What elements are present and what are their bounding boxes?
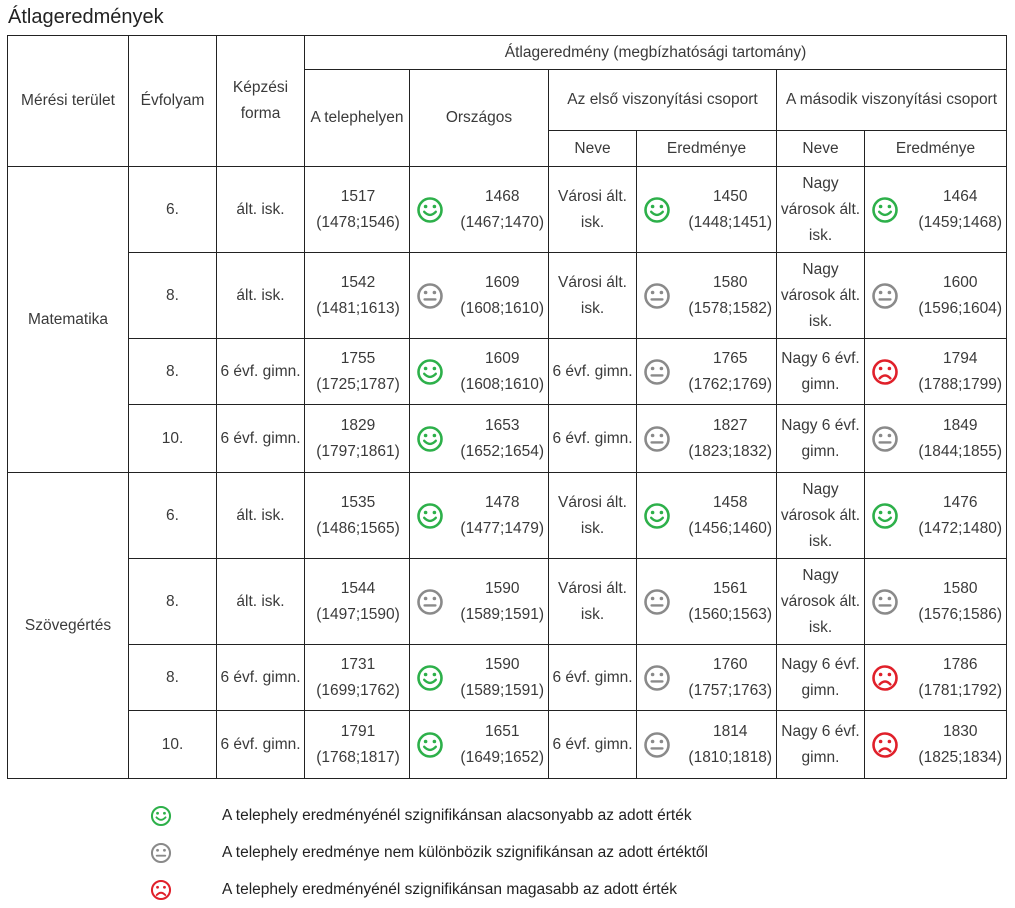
header-national: Országos	[410, 70, 549, 167]
confidence-interval: (1486;1565)	[316, 519, 400, 537]
ref2-result-cell	[865, 405, 1007, 473]
national-result-cell-value	[460, 270, 544, 322]
smiley-neutral-icon	[643, 425, 671, 453]
confidence-interval: (1578;1582)	[688, 299, 772, 317]
smiley-happy-icon	[416, 502, 444, 530]
ref2-result-cell-value	[918, 270, 1002, 322]
ref1-name-cell: 6 évf. gimn.	[549, 405, 637, 473]
ref1-result-cell	[637, 711, 777, 779]
mean-value: 1544	[340, 579, 376, 597]
grade-cell: 6.	[129, 167, 217, 253]
site-result-cell	[305, 711, 410, 779]
ref2-result-cell-value	[918, 490, 1002, 542]
confidence-interval: (1725;1787)	[316, 375, 400, 393]
mean-value: 1791	[340, 722, 376, 740]
ref2-result-cell	[865, 253, 1007, 339]
header-ref1-name: Neve	[549, 131, 637, 167]
smiley-neutral-icon	[643, 282, 671, 310]
ref1-result-cell-value	[688, 413, 772, 465]
ref2-result-cell-value	[918, 576, 1002, 628]
area-cell: Szövegértés	[8, 473, 129, 779]
mean-value: 1580	[942, 579, 978, 597]
form-cell: 6 évf. gimn.	[217, 711, 305, 779]
form-cell: ált. isk.	[217, 559, 305, 645]
mean-value: 1468	[484, 187, 520, 205]
ref1-result-cell	[637, 473, 777, 559]
ref1-name-cell: 6 évf. gimn.	[549, 645, 637, 711]
page-title: Átlageredmények	[8, 6, 164, 28]
site-result-cell	[305, 339, 410, 405]
national-result-cell	[410, 339, 549, 405]
smiley-neutral-icon	[643, 588, 671, 616]
site-result-cell-value	[311, 413, 405, 465]
mean-value: 1794	[942, 349, 978, 367]
ref1-result-cell-value	[688, 346, 772, 398]
ref2-name-cell: Nagy 6 évf. gimn.	[777, 645, 865, 711]
smiley-sad-icon	[871, 664, 899, 692]
legend-item	[150, 871, 708, 908]
national-result-cell-value	[460, 346, 544, 398]
site-result-cell-value	[311, 184, 405, 236]
ref1-result-cell-value	[688, 652, 772, 704]
site-result-cell	[305, 253, 410, 339]
ref1-name-cell: 6 évf. gimn.	[549, 339, 637, 405]
ref2-result-cell	[865, 167, 1007, 253]
ref1-result-cell-value	[688, 719, 772, 771]
results-table	[7, 35, 1007, 779]
table-row	[8, 167, 1007, 253]
ref1-name-cell: Városi ált. isk.	[549, 473, 637, 559]
ref2-result-cell-value	[918, 413, 1002, 465]
mean-value: 1653	[484, 416, 520, 434]
grade-cell: 6.	[129, 473, 217, 559]
national-result-cell	[410, 405, 549, 473]
mean-value: 1561	[712, 579, 748, 597]
confidence-interval: (1456;1460)	[688, 519, 772, 537]
grade-cell: 8.	[129, 339, 217, 405]
national-result-cell-value	[460, 184, 544, 236]
ref2-result-cell-value	[918, 719, 1002, 771]
national-result-cell	[410, 711, 549, 779]
confidence-interval: (1797;1861)	[316, 442, 400, 460]
ref1-name-cell: Városi ált. isk.	[549, 253, 637, 339]
national-result-cell	[410, 167, 549, 253]
mean-value: 1609	[484, 273, 520, 291]
legend-text: A telephely eredményénél szignifikánsan magasabb az adott érték	[222, 880, 677, 898]
confidence-interval: (1497;1590)	[316, 605, 400, 623]
confidence-interval: (1589;1591)	[460, 605, 544, 623]
grade-cell: 8.	[129, 253, 217, 339]
mean-value: 1450	[712, 187, 748, 205]
smiley-happy-icon	[643, 502, 671, 530]
ref1-result-cell	[637, 339, 777, 405]
mean-value: 1609	[484, 349, 520, 367]
national-result-cell	[410, 559, 549, 645]
confidence-interval: (1560;1563)	[688, 605, 772, 623]
confidence-interval: (1481;1613)	[316, 299, 400, 317]
smiley-neutral-icon	[643, 358, 671, 386]
table-row	[8, 473, 1007, 559]
ref1-result-cell	[637, 167, 777, 253]
mean-value: 1476	[942, 493, 978, 511]
grade-cell: 8.	[129, 645, 217, 711]
national-result-cell	[410, 645, 549, 711]
mean-value: 1535	[340, 493, 376, 511]
header-ref2-result: Eredménye	[865, 131, 1007, 167]
header-ref2-name: Neve	[777, 131, 865, 167]
mean-value: 1827	[712, 416, 748, 434]
confidence-interval: (1757;1763)	[688, 681, 772, 699]
ref1-name-cell: Városi ált. isk.	[549, 559, 637, 645]
confidence-interval: (1844;1855)	[918, 442, 1003, 460]
mean-value: 1731	[340, 655, 376, 673]
mean-value: 1814	[712, 722, 748, 740]
legend-text: A telephely eredménye nem különbözik szignifikánsan az adott értéktől	[222, 843, 708, 861]
header-ref1: Az első viszonyítási csoport	[549, 70, 777, 131]
site-result-cell-value	[311, 346, 405, 398]
ref1-result-cell-value	[688, 270, 772, 322]
mean-value: 1517	[340, 187, 376, 205]
smiley-happy-icon	[871, 502, 899, 530]
confidence-interval: (1823;1832)	[688, 442, 772, 460]
table-row	[8, 339, 1007, 405]
confidence-interval: (1477;1479)	[460, 519, 544, 537]
national-result-cell-value	[460, 413, 544, 465]
confidence-interval: (1781;1792)	[918, 681, 1003, 699]
national-result-cell-value	[460, 652, 544, 704]
mean-value: 1600	[942, 273, 978, 291]
table-header	[8, 36, 1007, 167]
smiley-happy-icon	[416, 358, 444, 386]
table-row	[8, 711, 1007, 779]
ref2-name-cell: Nagy 6 évf. gimn.	[777, 339, 865, 405]
header-form: Képzési forma	[217, 36, 305, 167]
national-result-cell	[410, 253, 549, 339]
site-result-cell	[305, 645, 410, 711]
smiley-neutral-icon	[871, 588, 899, 616]
site-result-cell-value	[311, 576, 405, 628]
confidence-interval: (1448;1451)	[688, 213, 772, 231]
ref2-result-cell-value	[918, 346, 1002, 398]
grade-cell: 8.	[129, 559, 217, 645]
smiley-happy-icon	[416, 664, 444, 692]
mean-value: 1590	[484, 655, 520, 673]
site-result-cell	[305, 167, 410, 253]
form-cell: ált. isk.	[217, 253, 305, 339]
smiley-sad-icon	[871, 731, 899, 759]
smiley-sad-icon	[871, 358, 899, 386]
mean-value: 1542	[340, 273, 376, 291]
mean-value: 1478	[484, 493, 520, 511]
mean-value: 1849	[942, 416, 978, 434]
mean-value: 1765	[712, 349, 748, 367]
header-ref1-result: Eredménye	[637, 131, 777, 167]
table-body	[8, 167, 1007, 779]
legend-text: A telephely eredményénél szignifikánsan alacsonyabb az adott érték	[222, 806, 692, 824]
mean-value: 1829	[340, 416, 376, 434]
ref1-result-cell	[637, 405, 777, 473]
ref1-result-cell	[637, 559, 777, 645]
national-result-cell	[410, 473, 549, 559]
site-result-cell	[305, 473, 410, 559]
ref1-name-cell: Városi ált. isk.	[549, 167, 637, 253]
smiley-happy-icon	[643, 196, 671, 224]
confidence-interval: (1768;1817)	[316, 748, 400, 766]
ref2-result-cell-value	[918, 184, 1002, 236]
grade-cell: 10.	[129, 711, 217, 779]
legend	[150, 797, 708, 908]
ref2-result-cell	[865, 711, 1007, 779]
smiley-neutral-icon	[416, 282, 444, 310]
form-cell: 6 évf. gimn.	[217, 645, 305, 711]
confidence-interval: (1596;1604)	[918, 299, 1003, 317]
table-row	[8, 645, 1007, 711]
mean-value: 1786	[942, 655, 978, 673]
site-result-cell-value	[311, 270, 405, 322]
ref2-result-cell	[865, 645, 1007, 711]
header-area: Mérési terület	[8, 36, 129, 167]
ref2-result-cell-value	[918, 652, 1002, 704]
form-cell: ált. isk.	[217, 167, 305, 253]
smiley-neutral-icon	[643, 664, 671, 692]
mean-value: 1760	[712, 655, 748, 673]
ref2-result-cell	[865, 559, 1007, 645]
confidence-interval: (1762;1769)	[688, 375, 772, 393]
confidence-interval: (1788;1799)	[918, 375, 1003, 393]
table-row	[8, 559, 1007, 645]
mean-value: 1755	[340, 349, 376, 367]
ref2-name-cell: Nagy városok ált. isk.	[777, 253, 865, 339]
site-result-cell-value	[311, 652, 405, 704]
smiley-neutral-icon	[871, 425, 899, 453]
ref2-name-cell: Nagy 6 évf. gimn.	[777, 405, 865, 473]
ref1-result-cell	[637, 645, 777, 711]
form-cell: 6 évf. gimn.	[217, 405, 305, 473]
ref1-result-cell-value	[688, 184, 772, 236]
smiley-happy-icon	[871, 196, 899, 224]
confidence-interval: (1649;1652)	[460, 748, 544, 766]
smiley-neutral-icon	[871, 282, 899, 310]
ref1-result-cell-value	[688, 490, 772, 542]
area-cell: Matematika	[8, 167, 129, 473]
smiley-neutral-icon	[416, 588, 444, 616]
site-result-cell-value	[311, 719, 405, 771]
table-row	[8, 405, 1007, 473]
ref1-name-cell: 6 évf. gimn.	[549, 711, 637, 779]
confidence-interval: (1652;1654)	[460, 442, 544, 460]
mean-value: 1458	[712, 493, 748, 511]
legend-item	[150, 834, 708, 871]
table-row	[8, 253, 1007, 339]
header-ref2: A második viszonyítási csoport	[777, 70, 1007, 131]
smiley-happy-icon	[416, 731, 444, 759]
confidence-interval: (1825;1834)	[918, 748, 1003, 766]
form-cell: ált. isk.	[217, 473, 305, 559]
ref2-name-cell: Nagy 6 évf. gimn.	[777, 711, 865, 779]
grade-cell: 10.	[129, 405, 217, 473]
confidence-interval: (1478;1546)	[316, 213, 400, 231]
legend-item	[150, 797, 708, 834]
confidence-interval: (1576;1586)	[918, 605, 1003, 623]
confidence-interval: (1699;1762)	[316, 681, 400, 699]
header-site: A telephelyen	[305, 70, 410, 167]
smiley-neutral-icon	[643, 731, 671, 759]
mean-value: 1830	[942, 722, 978, 740]
site-result-cell-value	[311, 490, 405, 542]
smiley-happy-icon	[416, 425, 444, 453]
ref1-result-cell-value	[688, 576, 772, 628]
smiley-sad-icon	[150, 879, 172, 901]
ref2-name-cell: Nagy városok ált. isk.	[777, 167, 865, 253]
confidence-interval: (1467;1470)	[460, 213, 544, 231]
form-cell: 6 évf. gimn.	[217, 339, 305, 405]
header-avg: Átlageredmény (megbízhatósági tartomány)	[305, 36, 1007, 70]
ref2-result-cell	[865, 473, 1007, 559]
mean-value: 1590	[484, 579, 520, 597]
site-result-cell	[305, 405, 410, 473]
national-result-cell-value	[460, 719, 544, 771]
mean-value: 1464	[942, 187, 978, 205]
ref2-name-cell: Nagy városok ált. isk.	[777, 559, 865, 645]
site-result-cell	[305, 559, 410, 645]
confidence-interval: (1589;1591)	[460, 681, 544, 699]
smiley-neutral-icon	[150, 842, 172, 864]
confidence-interval: (1608;1610)	[460, 375, 544, 393]
confidence-interval: (1608;1610)	[460, 299, 544, 317]
confidence-interval: (1459;1468)	[918, 213, 1003, 231]
national-result-cell-value	[460, 576, 544, 628]
ref2-name-cell: Nagy városok ált. isk.	[777, 473, 865, 559]
confidence-interval: (1472;1480)	[918, 519, 1003, 537]
national-result-cell-value	[460, 490, 544, 542]
smiley-happy-icon	[150, 805, 172, 827]
mean-value: 1580	[712, 273, 748, 291]
ref1-result-cell	[637, 253, 777, 339]
ref2-result-cell	[865, 339, 1007, 405]
confidence-interval: (1810;1818)	[688, 748, 772, 766]
header-grade: Évfolyam	[129, 36, 217, 167]
smiley-happy-icon	[416, 196, 444, 224]
mean-value: 1651	[484, 722, 520, 740]
